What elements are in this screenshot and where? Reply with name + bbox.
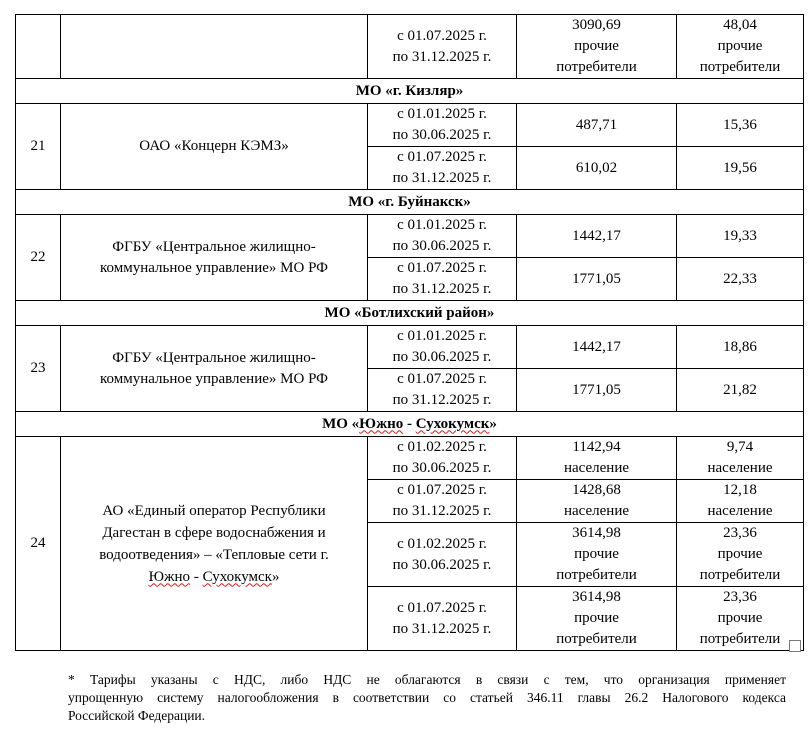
tariff-value-cell: 23,36 прочие потребители <box>677 523 804 587</box>
tariff-value-cell: 19,33 <box>677 215 804 258</box>
period-cell: с 01.02.2025 г. по 30.06.2025 г. <box>368 437 517 480</box>
period-cell: с 01.07.2025 г. по 31.12.2025 г. <box>368 147 517 190</box>
table-row <box>16 215 804 258</box>
tariff-value-cell: 1142,94 население <box>517 437 677 480</box>
period-cell: с 01.07.2025 г. по 31.12.2025 г. <box>368 369 517 412</box>
footnote-line: Российской Федерации. <box>68 708 206 723</box>
tariff-value-cell: 1442,17 <box>517 215 677 258</box>
tariff-value-cell: 3614,98 прочие потребители <box>517 523 677 587</box>
organization-cell: ОАО «Концерн КЭМЗ» <box>61 104 368 190</box>
period-cell: с 01.01.2025 г. по 30.06.2025 г. <box>368 326 517 369</box>
tariff-value-cell: 48,04 прочие потребители <box>677 15 804 79</box>
tariff-value-cell: 487,71 <box>517 104 677 147</box>
row-number-cell: 22 <box>16 215 61 301</box>
tariff-value-cell: 12,18 население <box>677 480 804 523</box>
tariff-value-cell: 1442,17 <box>517 326 677 369</box>
tariff-value-cell: 3090,69 прочие потребители <box>517 15 677 79</box>
footnote-line: * Тарифы указаны с НДС, либо НДС не облагаются в связи с тем, что организация применяет <box>68 672 786 687</box>
organization-cell: ФГБУ «Центральное жилищно- коммунальное управление» МО РФ <box>61 215 368 301</box>
tariff-value-cell: 21,82 <box>677 369 804 412</box>
section-title: МО «Ботлихский район» <box>16 301 804 326</box>
section-title: МО «г. Кизляр» <box>16 79 804 104</box>
tariff-value-cell: 19,56 <box>677 147 804 190</box>
tariff-value-cell: 18,86 <box>677 326 804 369</box>
tariff-value-cell: 15,36 <box>677 104 804 147</box>
period-cell: с 01.02.2025 г. по 30.06.2025 г. <box>368 523 517 587</box>
footnote-line: упрощенную систему налогообложения в соответствии со статьей 346.11 главы 26.2 Налогового кодекса <box>68 690 786 705</box>
row-number-cell: 21 <box>16 104 61 190</box>
period-cell: с 01.07.2025 г. по 31.12.2025 г. <box>368 587 517 651</box>
table-row <box>16 104 804 147</box>
tariff-value-cell: 1771,05 <box>517 258 677 301</box>
tariff-value-cell: 9,74 население <box>677 437 804 480</box>
row-number-cell <box>16 15 61 79</box>
organization-cell: АО «Единый оператор Республики Дагестан в сфере водоснабжения и водоотведения» – «Тепловые сети г. Южно - Сухокумск» <box>61 437 368 651</box>
period-cell: с 01.01.2025 г. по 30.06.2025 г. <box>368 215 517 258</box>
footnote <box>68 671 786 725</box>
period-cell: с 01.07.2025 г. по 31.12.2025 г. <box>368 480 517 523</box>
table-row <box>16 326 804 369</box>
period-cell: с 01.07.2025 г. по 31.12.2025 г. <box>368 258 517 301</box>
tariff-table <box>15 14 804 651</box>
section-header-row <box>16 301 804 326</box>
section-header-row <box>16 412 804 437</box>
period-cell: с 01.07.2025 г. по 31.12.2025 г. <box>368 15 517 79</box>
table-resize-handle-icon[interactable] <box>789 640 801 652</box>
section-title: МО «г. Буйнакск» <box>16 190 804 215</box>
section-header-row <box>16 79 804 104</box>
table-row <box>16 15 804 79</box>
tariff-value-cell: 3614,98 прочие потребители <box>517 587 677 651</box>
tariff-value-cell: 22,33 <box>677 258 804 301</box>
organization-cell: ФГБУ «Центральное жилищно- коммунальное управление» МО РФ <box>61 326 368 412</box>
section-title: МО «Южно - Сухокумск» <box>16 412 804 437</box>
tariff-value-cell: 610,02 <box>517 147 677 190</box>
period-cell: с 01.01.2025 г. по 30.06.2025 г. <box>368 104 517 147</box>
section-header-row <box>16 190 804 215</box>
tariff-value-cell: 1428,68 население <box>517 480 677 523</box>
tariff-value-cell: 23,36 прочие потребители <box>677 587 804 651</box>
tariff-value-cell: 1771,05 <box>517 369 677 412</box>
row-number-cell: 23 <box>16 326 61 412</box>
row-number-cell: 24 <box>16 437 61 651</box>
organization-cell <box>61 15 368 79</box>
table-row <box>16 437 804 480</box>
